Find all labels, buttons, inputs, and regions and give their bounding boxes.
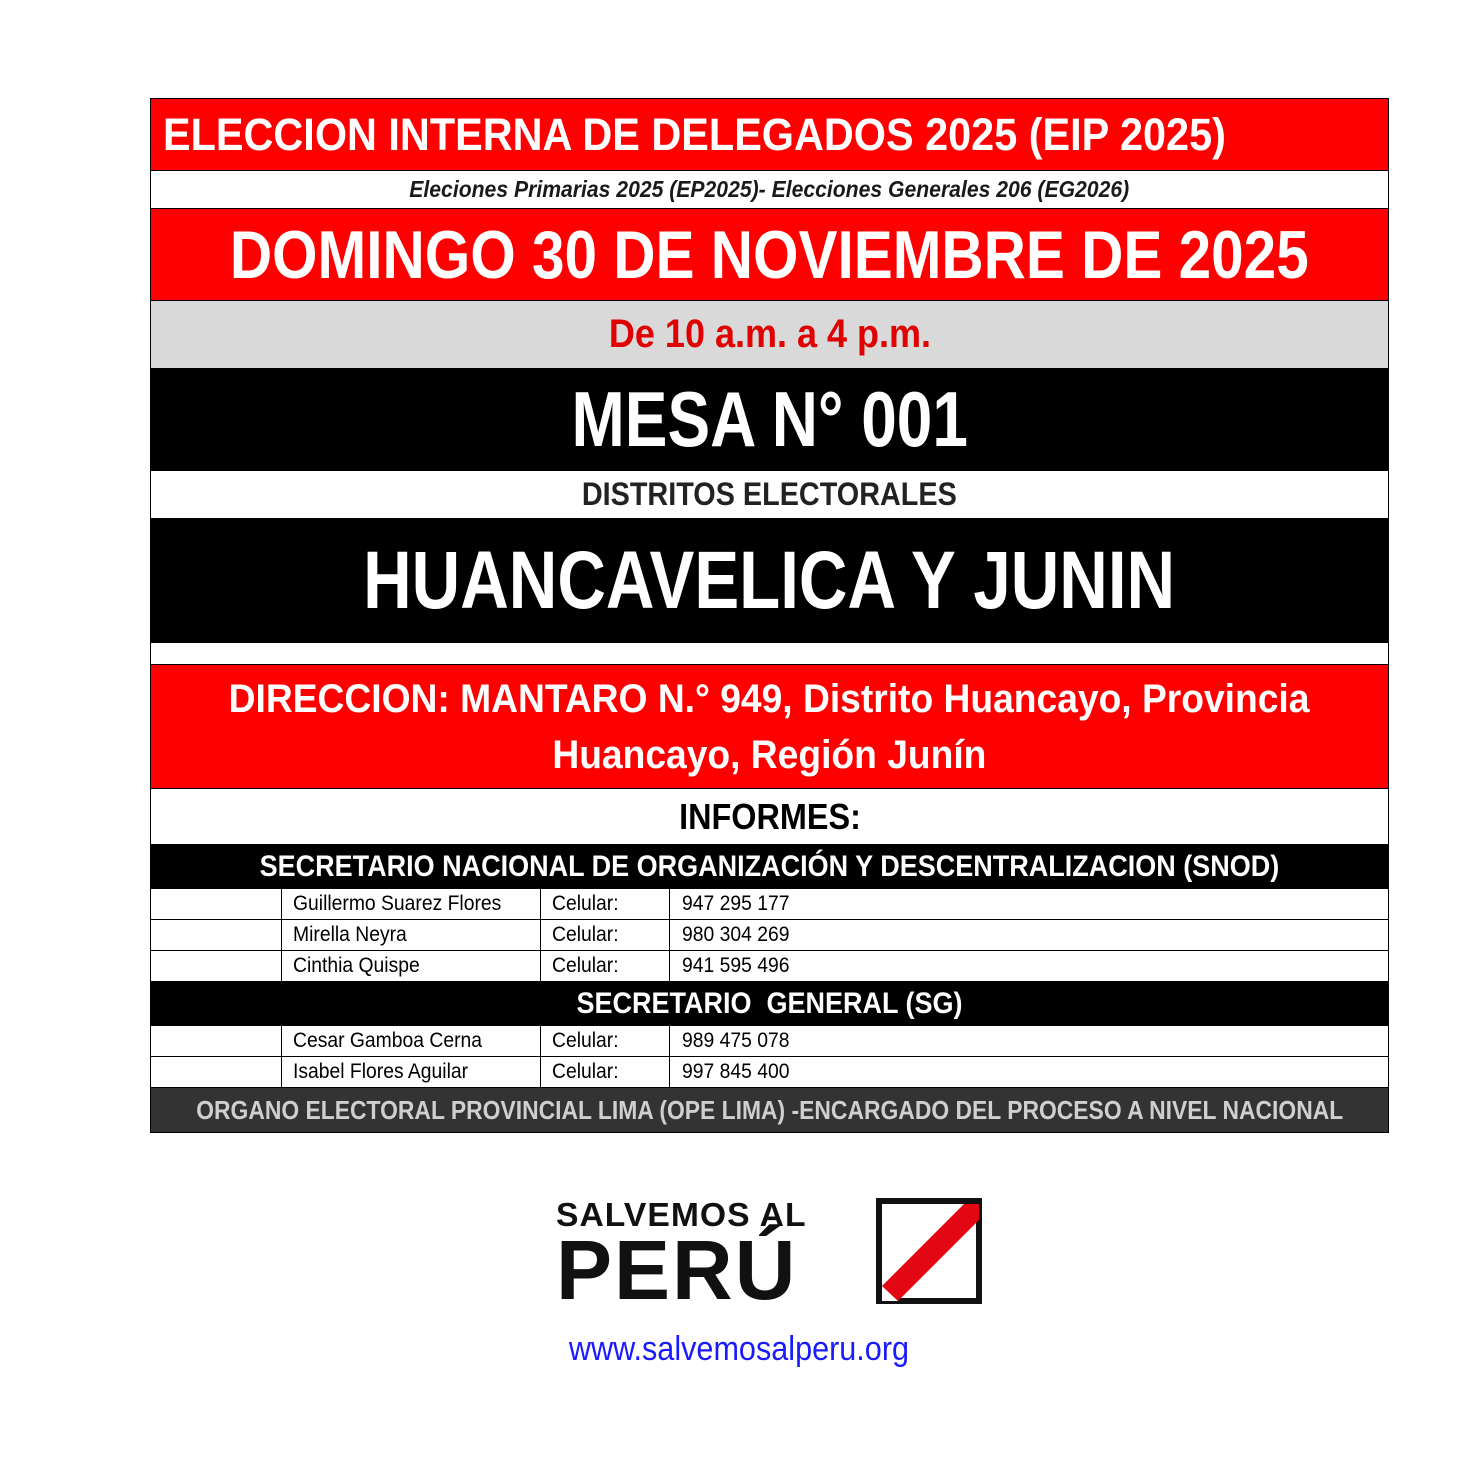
mesa-row [151, 369, 1388, 471]
footer-text: ORGANO ELECTORAL PROVINCIAL LIMA (OPE LIMA) -ENCARGADO DEL PROCESO A NIVEL NACIONAL [195, 1094, 1344, 1125]
section-header-snod [151, 845, 1388, 889]
hours-row [151, 301, 1388, 369]
subtitle-row [151, 171, 1388, 209]
contact-name-cell: Guillermo Suarez Flores [282, 889, 541, 919]
blank-cell [151, 951, 282, 981]
contact-phone-cell: 997 845 400 [682, 1060, 790, 1083]
event-info-table [150, 98, 1389, 1133]
salvemos-al-peru-logo [556, 1196, 986, 1317]
event-title-row [151, 99, 1388, 171]
table-row [151, 920, 1388, 951]
districts-label: DISTRITOS ELECTORALES [582, 476, 957, 512]
date-row [151, 209, 1388, 301]
contact-name-cell: Cesar Gamboa Cerna [282, 1026, 541, 1056]
contact-label-cell: Celular: [541, 951, 670, 981]
table-row [151, 1057, 1388, 1088]
table-row [151, 889, 1388, 920]
contact-label-cell: Celular: [541, 1057, 670, 1087]
spacer-row [151, 643, 1388, 665]
contact-phone-cell: 947 295 177 [682, 892, 790, 915]
blank-cell [151, 1026, 282, 1056]
contact-label-cell: Celular: [541, 1026, 670, 1056]
contact-name-cell: Mirella Neyra [282, 920, 541, 950]
event-hours: De 10 a.m. a 4 p.m. [608, 312, 931, 356]
address-line-1: DIRECCION: MANTARO N.° 949, Distrito Huancayo, Provincia [229, 676, 1310, 721]
table-row [151, 1026, 1388, 1057]
contact-label-cell: Celular: [541, 889, 670, 919]
website-link-text[interactable]: www.salvemosalperu.org [568, 1330, 909, 1368]
blank-cell [151, 889, 282, 919]
districts-label-row [151, 471, 1388, 519]
contact-phone-cell: 980 304 269 [682, 923, 790, 946]
blank-cell [151, 920, 282, 950]
contact-name-cell: Cinthia Quispe [282, 951, 541, 981]
section-title: SECRETARIO GENERAL (SG) [576, 986, 963, 1020]
informes-row [151, 789, 1388, 845]
mesa-number: MESA N° 001 [571, 375, 968, 463]
logo-text-line-2: PERÚ [556, 1223, 798, 1317]
event-subtitle: Eleciones Primarias 2025 (EP2025)- Elecciones Generales 206 (EG2026) [409, 176, 1130, 202]
informes-label: INFORMES: [678, 795, 861, 837]
districts-row [151, 519, 1388, 643]
districts-name: HUANCAVELICA Y JUNIN [363, 534, 1176, 626]
address-row [151, 665, 1388, 789]
section-title: SECRETARIO NACIONAL DE ORGANIZACIÓN Y DESCENTRALIZACION (SNOD) [259, 849, 1280, 883]
section-header-sg [151, 982, 1388, 1026]
event-title: ELECCION INTERNA DE DELEGADOS 2025 (EIP 2025) [163, 108, 1226, 160]
red-diagonal-flag-icon [876, 1198, 982, 1304]
website-link[interactable] [0, 1330, 1477, 1369]
contact-phone-cell: 941 595 496 [682, 954, 790, 977]
address-line-2: Huancayo, Región Junín [552, 732, 987, 777]
footer-row [151, 1088, 1388, 1132]
table-row [151, 951, 1388, 982]
contact-label-cell: Celular: [541, 920, 670, 950]
event-date: DOMINGO 30 DE NOVIEMBRE DE 2025 [230, 216, 1309, 293]
blank-cell [151, 1057, 282, 1087]
logo-text-line-1: SALVEMOS AL [556, 1196, 807, 1233]
contact-phone-cell: 989 475 078 [682, 1029, 790, 1052]
contact-name-cell: Isabel Flores Aguilar [282, 1057, 541, 1087]
